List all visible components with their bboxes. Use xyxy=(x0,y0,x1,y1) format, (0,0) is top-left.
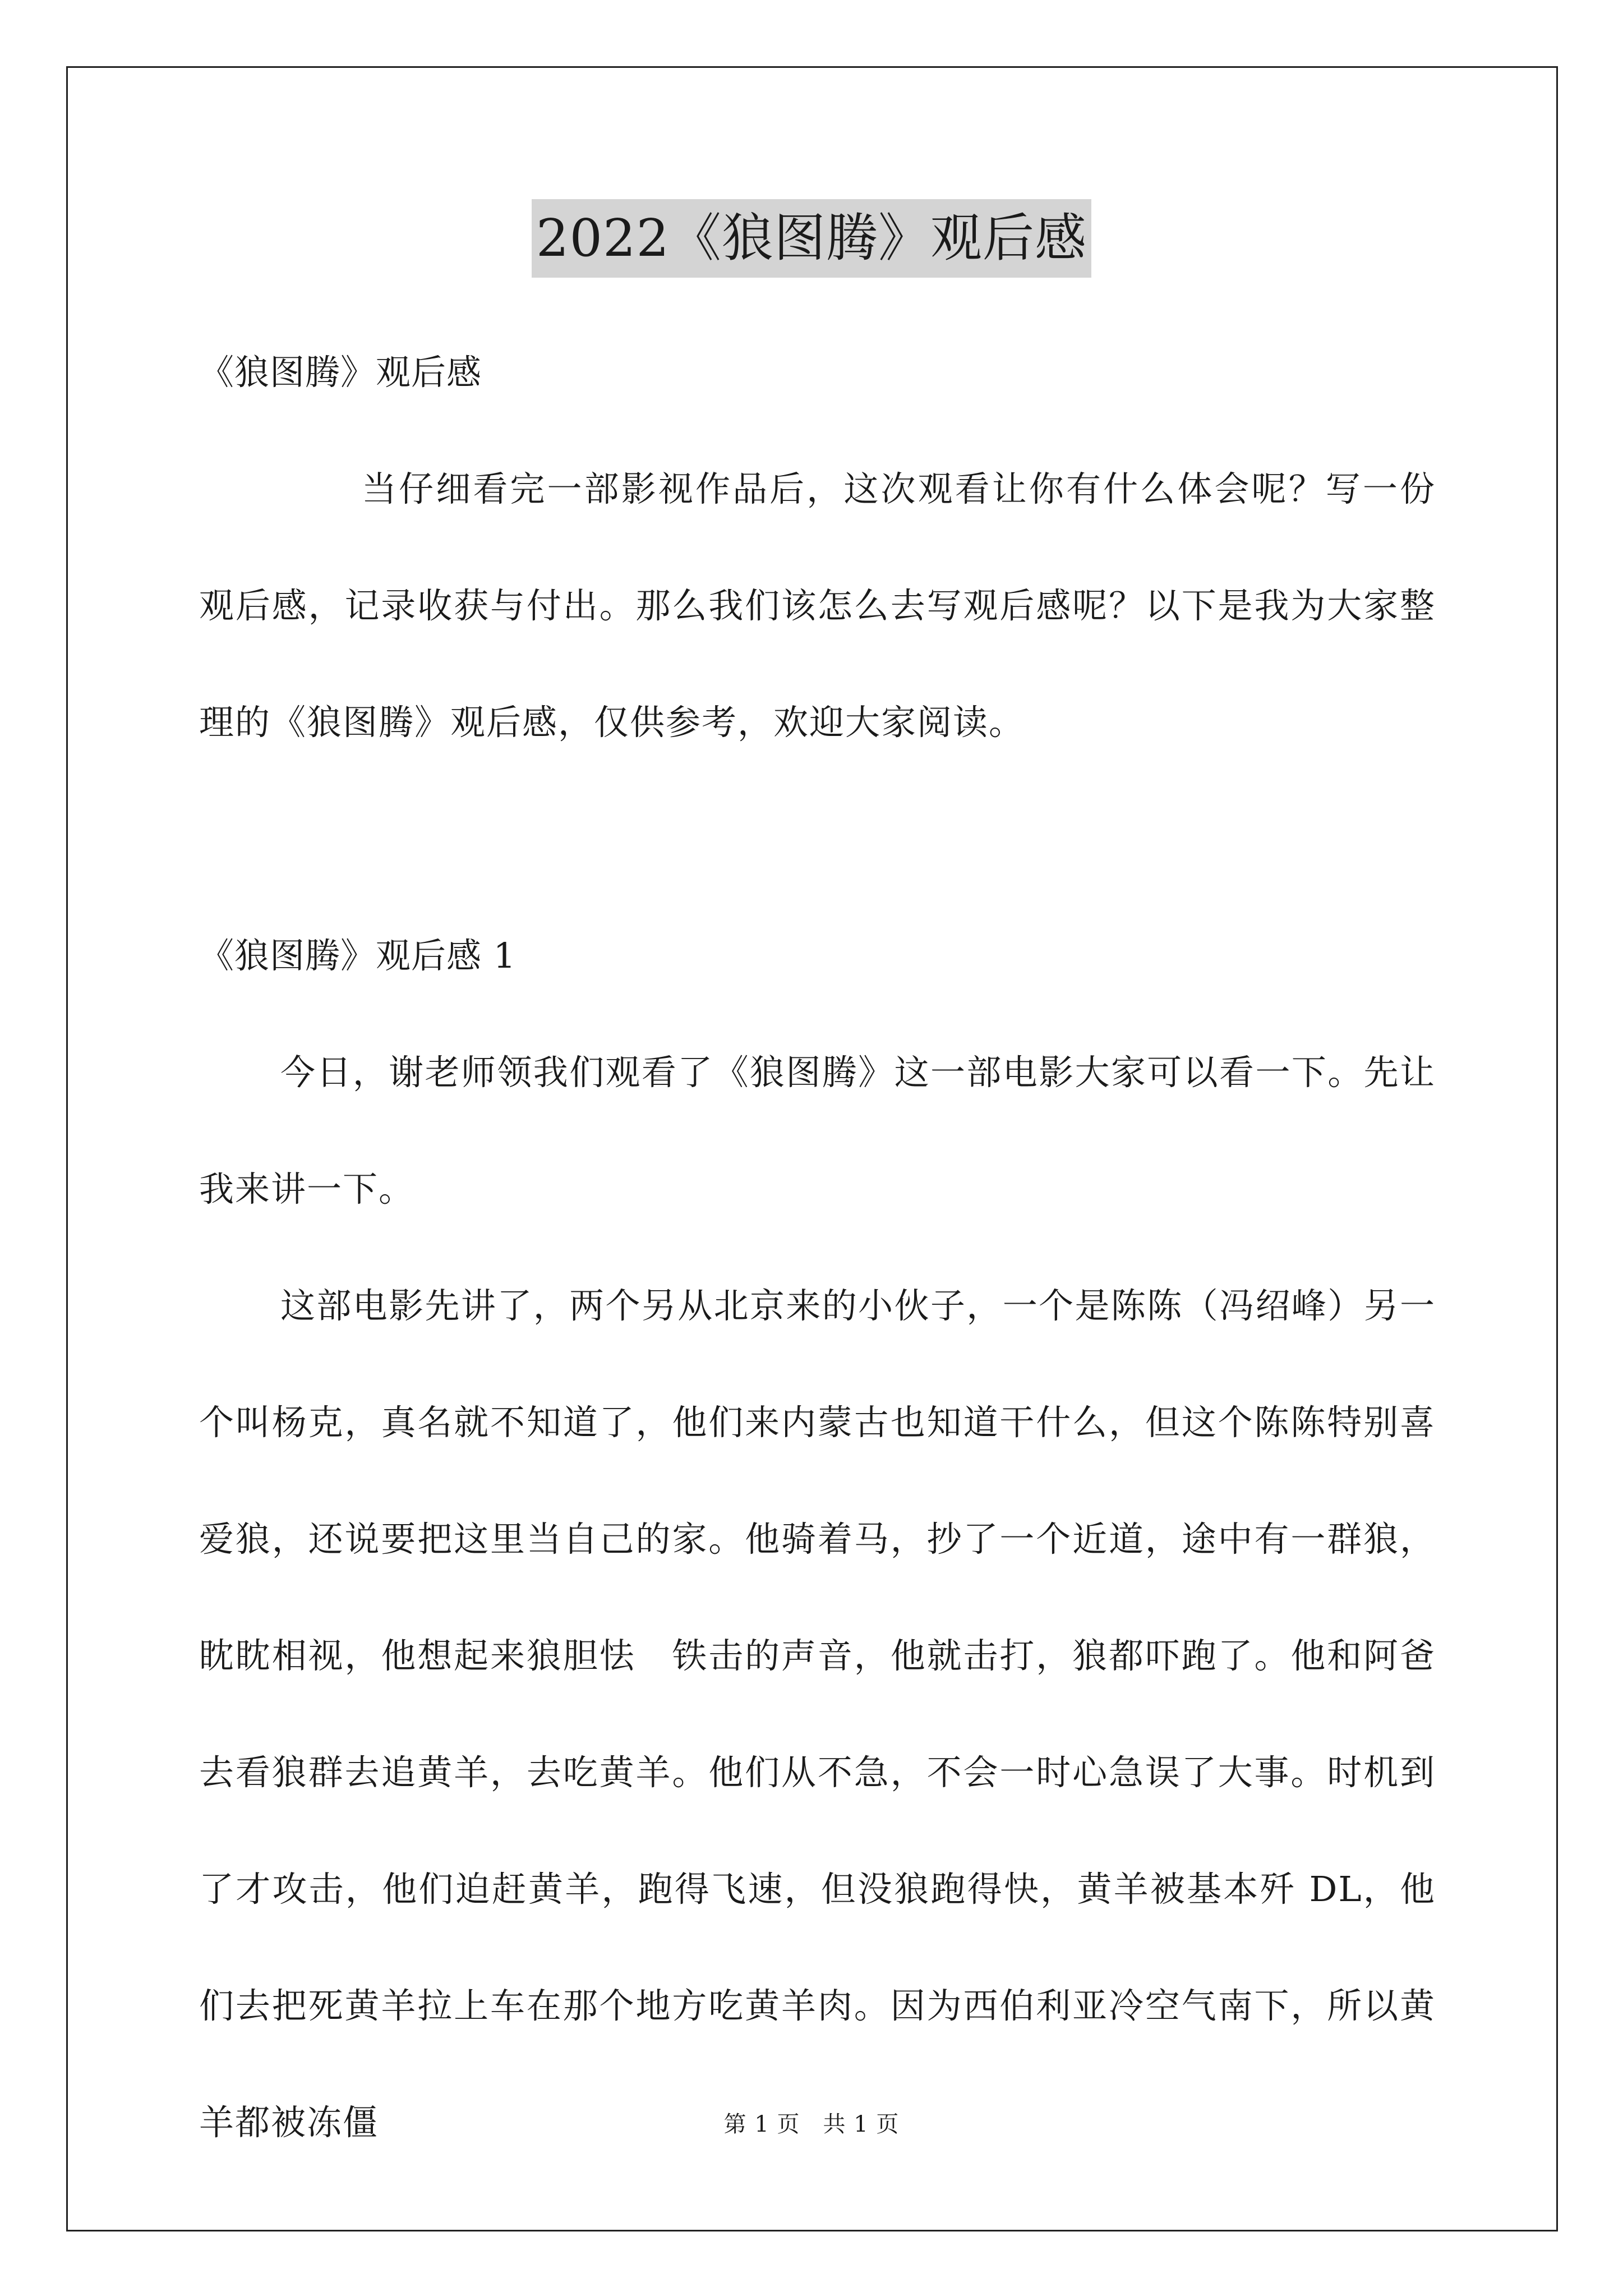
intro-paragraph: 当仔细看完一部影视作品后，这次观看让你有什么体会呢？写一份观后感，记录收获与付出。那么我们该怎么去写观后感呢？以下是我为大家整理的《狼图腾》观后感，仅供参考，欢迎大家阅读。 xyxy=(199,468,1436,743)
essay-heading: 《狼图腾》观后感 1 xyxy=(199,935,517,976)
document-body xyxy=(199,314,1436,2181)
title-container xyxy=(0,199,1623,278)
document-title: 2022《狼图腾》观后感 xyxy=(532,199,1091,278)
paragraph-spacer xyxy=(199,781,1436,898)
body-paragraph-1: 今日，谢老师领我们观看了《狼图腾》这一部电影大家可以看一下。先让我来讲一下。 xyxy=(199,1052,1436,1209)
body-paragraph-2: 这部电影先讲了，两个另从北京来的小伙子，一个是陈陈（冯绍峰）另一个叫杨克，真名就不知道了，他们来内蒙古也知道干什么，但这个陈陈特别喜爱狼，还说要把这里当自己的家。他骑着马，抄了一个近道，途中有一群狼，眈眈相视，他想起来狼胆怯 铁击的声音，他就击打，狼都吓跑了。他和阿爸去看狼群去追黄羊，去吃黄羊。他们从不急，不会一时心急误了大事。时机到了才攻击，他们迫赶黄羊，跑得飞速，但没狼跑得快，黄羊被基本歼 DL，他们去把死黄羊拉上车在那个地方吃黄羊肉。因为西伯利亚冷空气南下，所以黄羊都被冻僵 xyxy=(199,1285,1436,2143)
section-heading: 《狼图腾》观后感 xyxy=(199,352,482,393)
page-footer: 第 1 页 共 1 页 xyxy=(723,2111,900,2137)
